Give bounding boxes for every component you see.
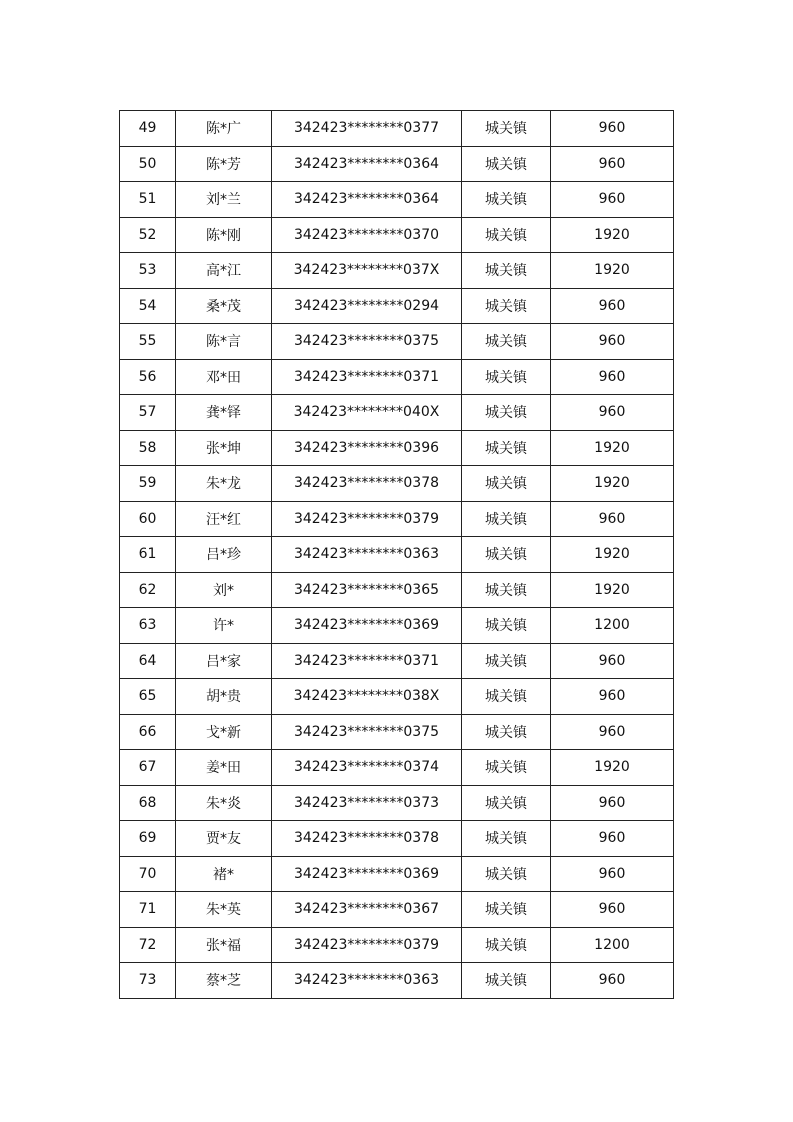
table-row bbox=[120, 324, 674, 360]
amount-cell: 960 bbox=[551, 892, 674, 928]
town-cell: 城关镇 bbox=[462, 217, 551, 253]
amount-cell: 1200 bbox=[551, 927, 674, 963]
name-cell: 刘*兰 bbox=[176, 182, 272, 218]
amount-cell: 1920 bbox=[551, 572, 674, 608]
id-number-cell: 342423********0375 bbox=[272, 324, 462, 360]
amount-cell: 960 bbox=[551, 821, 674, 857]
name-cell: 朱*龙 bbox=[176, 466, 272, 502]
table-row bbox=[120, 856, 674, 892]
name-cell: 许* bbox=[176, 608, 272, 644]
table-row bbox=[120, 608, 674, 644]
row-number-cell: 49 bbox=[120, 111, 176, 147]
amount-cell: 960 bbox=[551, 395, 674, 431]
name-cell: 陈*广 bbox=[176, 111, 272, 147]
amount-cell: 960 bbox=[551, 501, 674, 537]
amount-cell: 960 bbox=[551, 963, 674, 999]
row-number-cell: 54 bbox=[120, 288, 176, 324]
amount-cell: 960 bbox=[551, 182, 674, 218]
table-row bbox=[120, 927, 674, 963]
table-body bbox=[120, 111, 674, 999]
amount-cell: 960 bbox=[551, 856, 674, 892]
id-number-cell: 342423********0369 bbox=[272, 856, 462, 892]
row-number-cell: 53 bbox=[120, 253, 176, 289]
row-number-cell: 62 bbox=[120, 572, 176, 608]
id-number-cell: 342423********0374 bbox=[272, 750, 462, 786]
id-number-cell: 342423********0370 bbox=[272, 217, 462, 253]
town-cell: 城关镇 bbox=[462, 359, 551, 395]
table-row bbox=[120, 466, 674, 502]
table-row bbox=[120, 892, 674, 928]
town-cell: 城关镇 bbox=[462, 856, 551, 892]
table-row bbox=[120, 785, 674, 821]
name-cell: 张*福 bbox=[176, 927, 272, 963]
name-cell: 桑*茂 bbox=[176, 288, 272, 324]
town-cell: 城关镇 bbox=[462, 572, 551, 608]
town-cell: 城关镇 bbox=[462, 111, 551, 147]
town-cell: 城关镇 bbox=[462, 430, 551, 466]
id-number-cell: 342423********0373 bbox=[272, 785, 462, 821]
id-number-cell: 342423********0369 bbox=[272, 608, 462, 644]
name-cell: 陈*刚 bbox=[176, 217, 272, 253]
id-number-cell: 342423********0377 bbox=[272, 111, 462, 147]
amount-cell: 960 bbox=[551, 146, 674, 182]
table-row bbox=[120, 679, 674, 715]
id-number-cell: 342423********0294 bbox=[272, 288, 462, 324]
name-cell: 陈*芳 bbox=[176, 146, 272, 182]
town-cell: 城关镇 bbox=[462, 608, 551, 644]
amount-cell: 960 bbox=[551, 111, 674, 147]
town-cell: 城关镇 bbox=[462, 750, 551, 786]
row-number-cell: 68 bbox=[120, 785, 176, 821]
town-cell: 城关镇 bbox=[462, 146, 551, 182]
row-number-cell: 59 bbox=[120, 466, 176, 502]
row-number-cell: 60 bbox=[120, 501, 176, 537]
row-number-cell: 50 bbox=[120, 146, 176, 182]
id-number-cell: 342423********0364 bbox=[272, 182, 462, 218]
amount-cell: 1920 bbox=[551, 537, 674, 573]
town-cell: 城关镇 bbox=[462, 679, 551, 715]
town-cell: 城关镇 bbox=[462, 182, 551, 218]
table-row bbox=[120, 714, 674, 750]
row-number-cell: 65 bbox=[120, 679, 176, 715]
table-row bbox=[120, 111, 674, 147]
row-number-cell: 69 bbox=[120, 821, 176, 857]
id-number-cell: 342423********037X bbox=[272, 253, 462, 289]
amount-cell: 1920 bbox=[551, 253, 674, 289]
amount-cell: 960 bbox=[551, 714, 674, 750]
amount-cell: 960 bbox=[551, 785, 674, 821]
row-number-cell: 67 bbox=[120, 750, 176, 786]
row-number-cell: 55 bbox=[120, 324, 176, 360]
table-row bbox=[120, 146, 674, 182]
amount-cell: 960 bbox=[551, 359, 674, 395]
town-cell: 城关镇 bbox=[462, 288, 551, 324]
row-number-cell: 70 bbox=[120, 856, 176, 892]
table-row bbox=[120, 963, 674, 999]
town-cell: 城关镇 bbox=[462, 821, 551, 857]
name-cell: 胡*贵 bbox=[176, 679, 272, 715]
name-cell: 汪*红 bbox=[176, 501, 272, 537]
name-cell: 朱*英 bbox=[176, 892, 272, 928]
table-row bbox=[120, 501, 674, 537]
town-cell: 城关镇 bbox=[462, 395, 551, 431]
id-number-cell: 342423********038X bbox=[272, 679, 462, 715]
town-cell: 城关镇 bbox=[462, 501, 551, 537]
town-cell: 城关镇 bbox=[462, 785, 551, 821]
id-number-cell: 342423********0371 bbox=[272, 359, 462, 395]
row-number-cell: 64 bbox=[120, 643, 176, 679]
table-row bbox=[120, 253, 674, 289]
name-cell: 龚*铎 bbox=[176, 395, 272, 431]
amount-cell: 960 bbox=[551, 324, 674, 360]
id-number-cell: 342423********0363 bbox=[272, 537, 462, 573]
name-cell: 张*坤 bbox=[176, 430, 272, 466]
id-number-cell: 342423********0363 bbox=[272, 963, 462, 999]
row-number-cell: 57 bbox=[120, 395, 176, 431]
row-number-cell: 72 bbox=[120, 927, 176, 963]
id-number-cell: 342423********0375 bbox=[272, 714, 462, 750]
table-row bbox=[120, 182, 674, 218]
table-row bbox=[120, 643, 674, 679]
id-number-cell: 342423********0396 bbox=[272, 430, 462, 466]
id-number-cell: 342423********0367 bbox=[272, 892, 462, 928]
row-number-cell: 66 bbox=[120, 714, 176, 750]
id-number-cell: 342423********040X bbox=[272, 395, 462, 431]
name-cell: 朱*炎 bbox=[176, 785, 272, 821]
table-row bbox=[120, 572, 674, 608]
amount-cell: 1200 bbox=[551, 608, 674, 644]
row-number-cell: 56 bbox=[120, 359, 176, 395]
name-cell: 戈*新 bbox=[176, 714, 272, 750]
amount-cell: 1920 bbox=[551, 217, 674, 253]
id-number-cell: 342423********0371 bbox=[272, 643, 462, 679]
town-cell: 城关镇 bbox=[462, 892, 551, 928]
name-cell: 褚* bbox=[176, 856, 272, 892]
id-number-cell: 342423********0364 bbox=[272, 146, 462, 182]
town-cell: 城关镇 bbox=[462, 643, 551, 679]
name-cell: 刘* bbox=[176, 572, 272, 608]
amount-cell: 1920 bbox=[551, 750, 674, 786]
name-cell: 蔡*芝 bbox=[176, 963, 272, 999]
town-cell: 城关镇 bbox=[462, 537, 551, 573]
town-cell: 城关镇 bbox=[462, 714, 551, 750]
row-number-cell: 73 bbox=[120, 963, 176, 999]
table-row bbox=[120, 359, 674, 395]
amount-cell: 1920 bbox=[551, 466, 674, 502]
table-row bbox=[120, 217, 674, 253]
name-cell: 姜*田 bbox=[176, 750, 272, 786]
town-cell: 城关镇 bbox=[462, 466, 551, 502]
town-cell: 城关镇 bbox=[462, 324, 551, 360]
name-cell: 陈*言 bbox=[176, 324, 272, 360]
amount-cell: 1920 bbox=[551, 430, 674, 466]
name-cell: 吕*家 bbox=[176, 643, 272, 679]
id-number-cell: 342423********0365 bbox=[272, 572, 462, 608]
table-row bbox=[120, 430, 674, 466]
row-number-cell: 63 bbox=[120, 608, 176, 644]
name-cell: 邓*田 bbox=[176, 359, 272, 395]
row-number-cell: 51 bbox=[120, 182, 176, 218]
id-number-cell: 342423********0379 bbox=[272, 927, 462, 963]
amount-cell: 960 bbox=[551, 288, 674, 324]
table-row bbox=[120, 537, 674, 573]
subsidy-table bbox=[119, 110, 674, 999]
row-number-cell: 58 bbox=[120, 430, 176, 466]
row-number-cell: 52 bbox=[120, 217, 176, 253]
table-row bbox=[120, 821, 674, 857]
row-number-cell: 61 bbox=[120, 537, 176, 573]
id-number-cell: 342423********0378 bbox=[272, 821, 462, 857]
table-row bbox=[120, 288, 674, 324]
id-number-cell: 342423********0378 bbox=[272, 466, 462, 502]
table-row bbox=[120, 395, 674, 431]
id-number-cell: 342423********0379 bbox=[272, 501, 462, 537]
amount-cell: 960 bbox=[551, 679, 674, 715]
town-cell: 城关镇 bbox=[462, 253, 551, 289]
town-cell: 城关镇 bbox=[462, 963, 551, 999]
town-cell: 城关镇 bbox=[462, 927, 551, 963]
table-row bbox=[120, 750, 674, 786]
name-cell: 高*江 bbox=[176, 253, 272, 289]
name-cell: 吕*珍 bbox=[176, 537, 272, 573]
row-number-cell: 71 bbox=[120, 892, 176, 928]
amount-cell: 960 bbox=[551, 643, 674, 679]
name-cell: 贾*友 bbox=[176, 821, 272, 857]
